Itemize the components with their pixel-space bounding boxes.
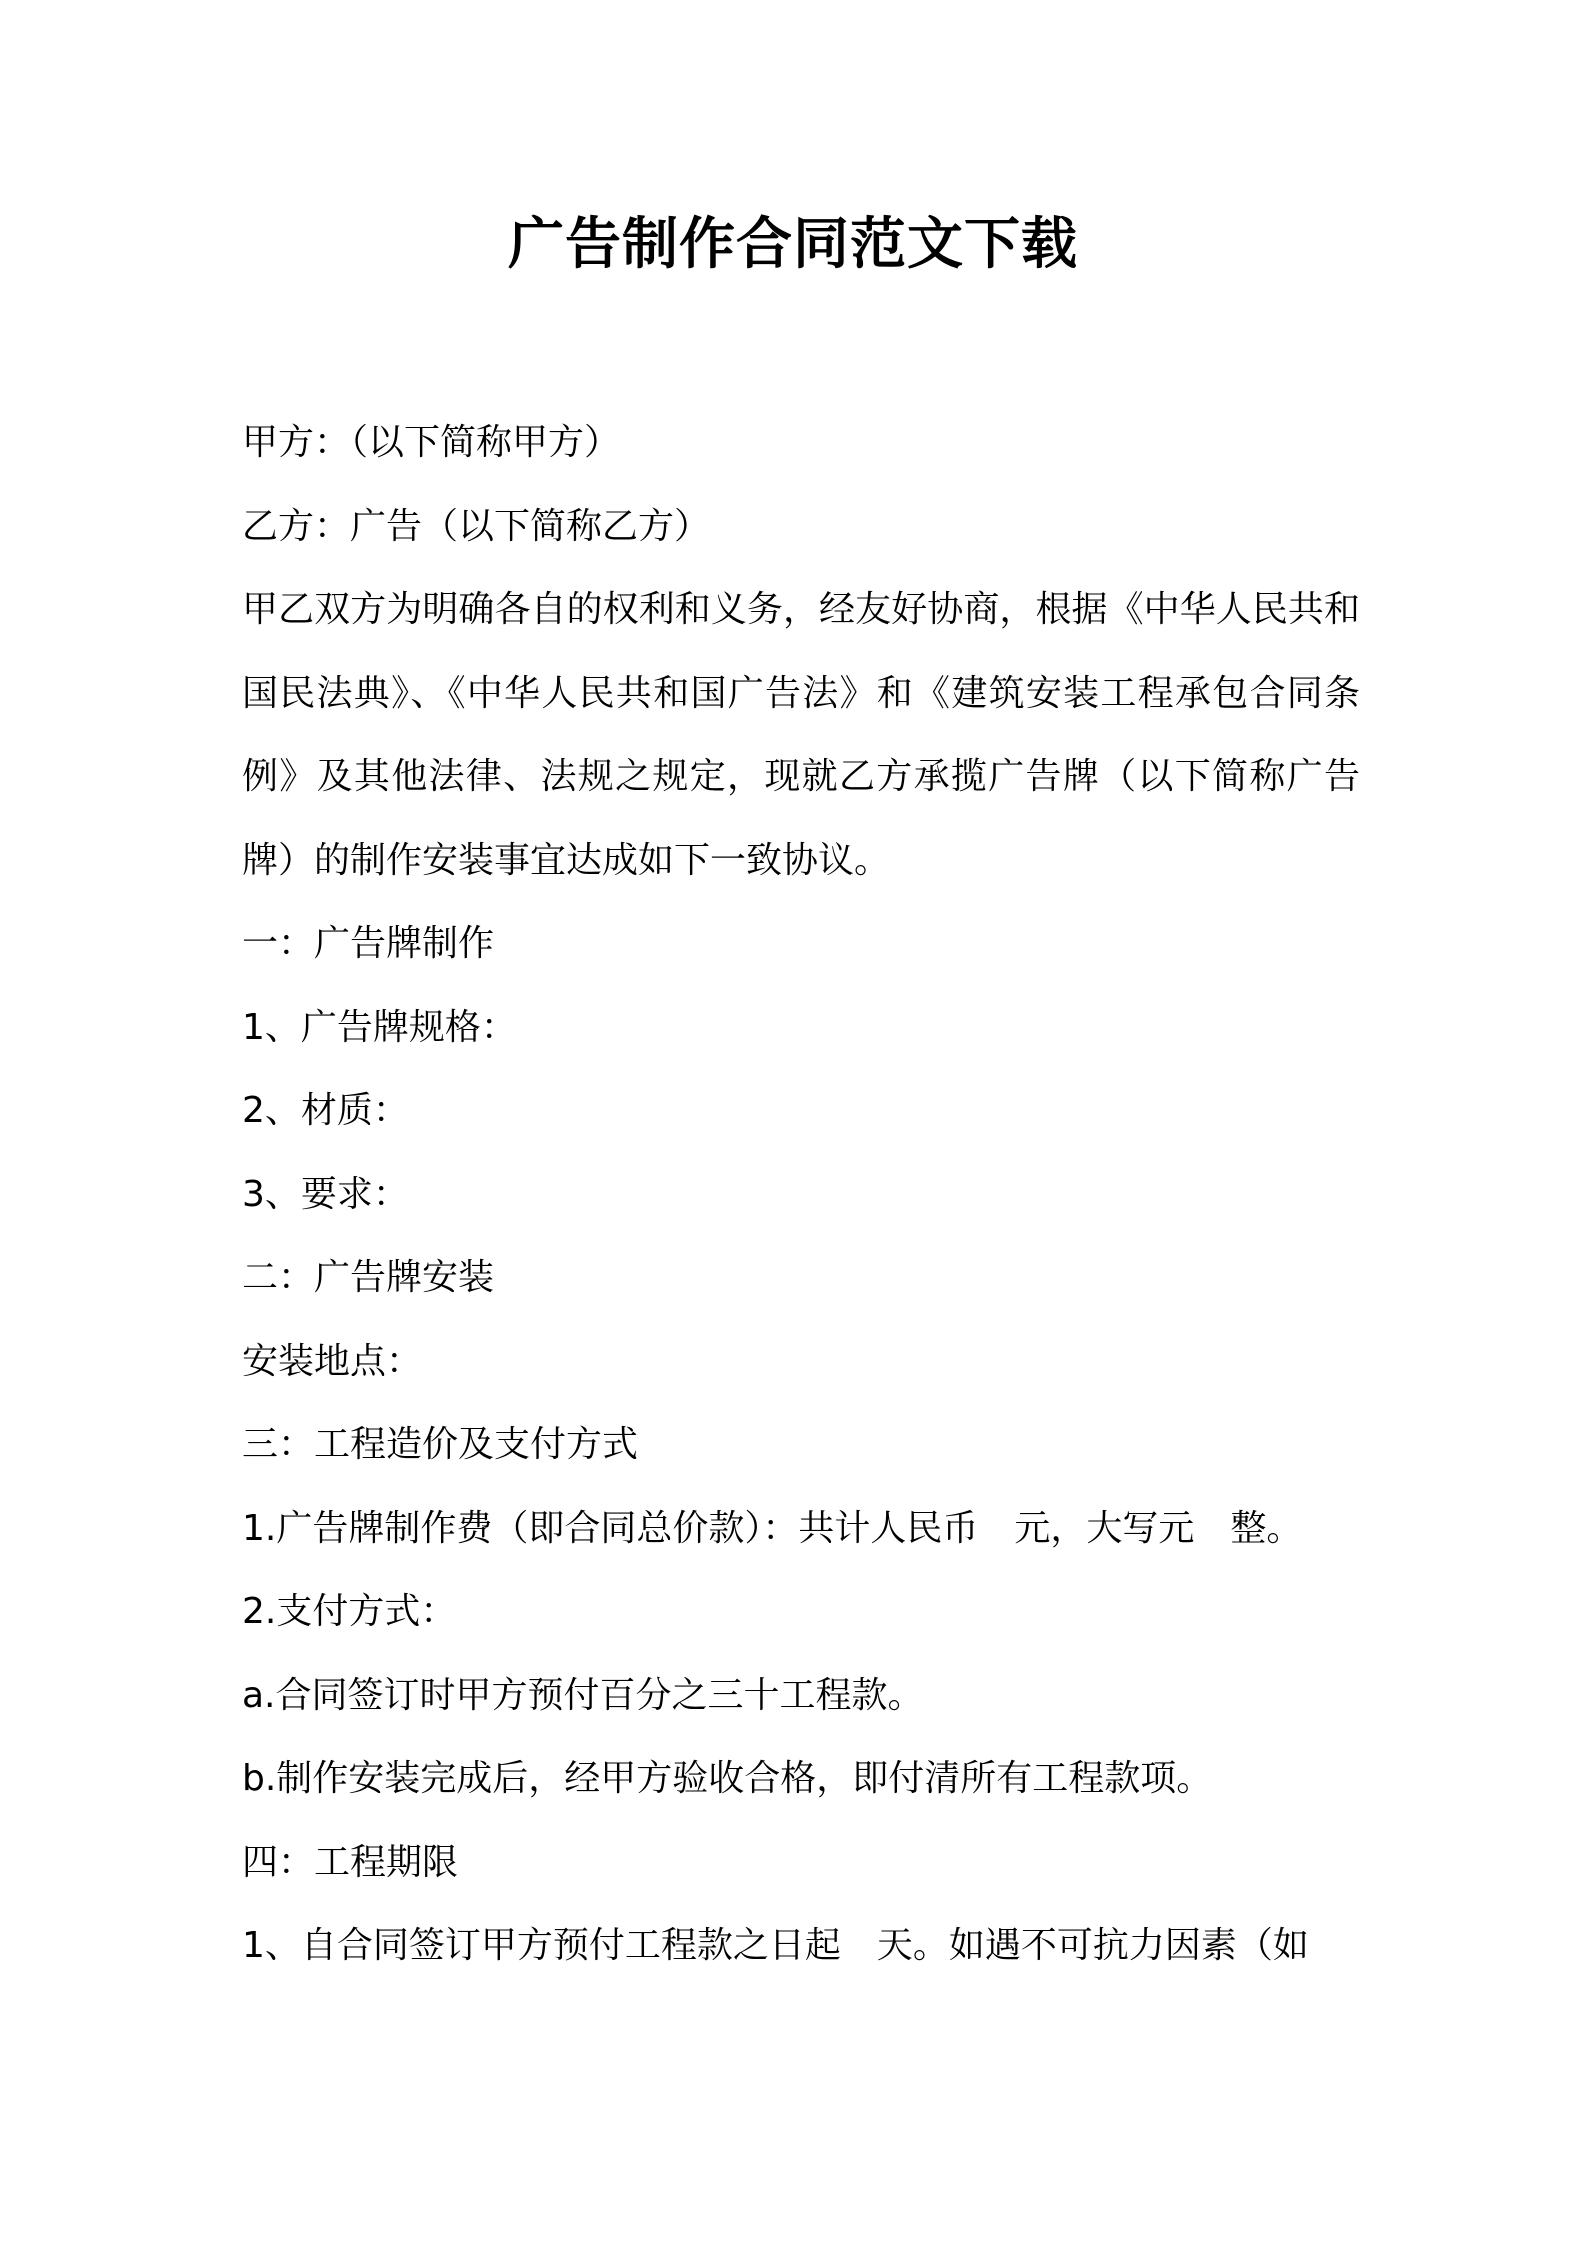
spec-item: 1、广告牌规格：	[242, 1006, 517, 1048]
install-location-item: 安装地点：	[242, 1340, 423, 1382]
term-item: 1、自合同签订甲方预付工程款之日起 天。如遇不可抗力因素（如	[242, 1925, 1309, 1966]
prepayment-item: a.合同签订时甲方预付百分之三十工程款。	[242, 1674, 924, 1716]
requirement-item: 3、要求：	[242, 1173, 409, 1215]
section-heading-installation: 二：广告牌安装	[242, 1257, 495, 1298]
document-title: 广告制作合同范文下载	[508, 212, 1078, 277]
party-b-line: 乙方：广告（以下简称乙方）	[242, 505, 711, 547]
intro-paragraph: 甲乙双方为明确各自的权利和义务，经友好协商，根据《中华人民共和国民法典》、《中华人民共和国广告法》和《建筑安装工程承包合同条例》及其他法律、法规之规定，现就乙方承揽广告牌（以下简称广告牌）的制作安装事宜达成如下一致协议。	[242, 589, 1360, 881]
section-heading-payment: 三：工程造价及支付方式	[242, 1424, 639, 1465]
fee-item: 1.广告牌制作费（即合同总价款）：共计人民币 元，大写元 整。	[242, 1507, 1303, 1549]
payment-method-item: 2.支付方式：	[242, 1591, 457, 1632]
party-a-line: 甲方：（以下简称甲方）	[242, 422, 621, 463]
section-heading-production: 一：广告牌制作	[242, 923, 495, 964]
material-item: 2、材质：	[242, 1090, 409, 1131]
section-heading-term: 四：工程期限	[242, 1841, 459, 1883]
document-body	[242, 401, 1360, 1988]
final-payment-item: b.制作安装完成后，经甲方验收合格，即付清所有工程款项。	[242, 1758, 1213, 1799]
